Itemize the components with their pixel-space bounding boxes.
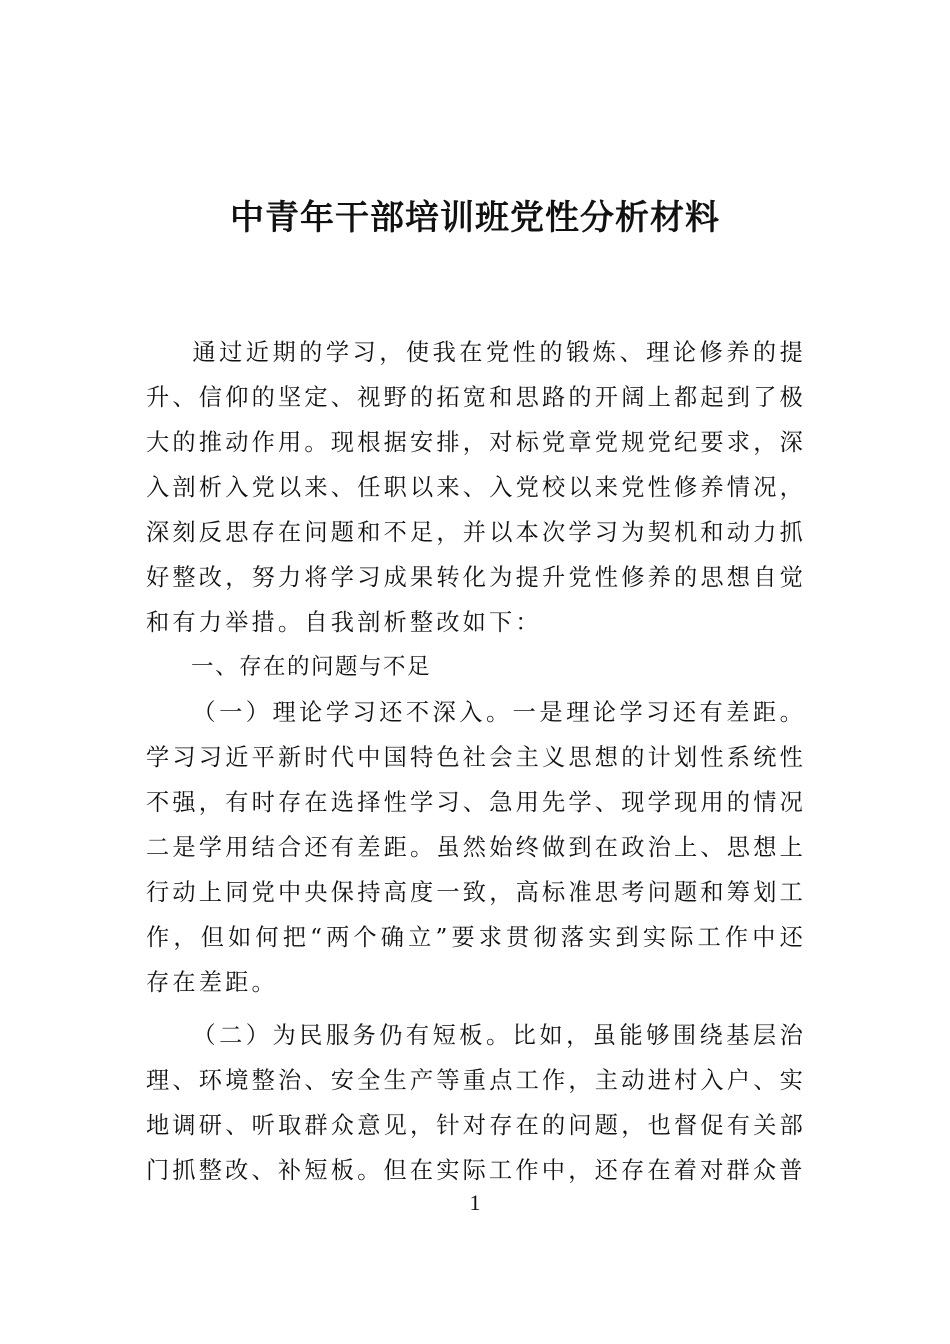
- point-2-paragraph: （二）为民服务仍有短板。比如，虽能够围绕基层治理、环境整治、安全生产等重点工作，主动进村入户、实地调研、听取群众意见，针对存在的问题，也督促有关部门抓整改、补短板。但在实际工作中，还存在着对群众普: [146, 1022, 806, 1184]
- page-number: 1: [469, 1190, 481, 1215]
- intro-paragraph: 通过近期的学习，使我在党性的锻炼、理论修养的提升、信仰的坚定、视野的拓宽和思路的开阔上都起到了极大的推动作用。现根据安排，对标党章党规党纪要求，深入剖析入党以来、任职以来、入党校以来党性修养情况，深刻反思存在问题和不足，并以本次学习为契机和动力抓好整改，努力将学习成果转化为提升党性修养的思想自觉和有力举措。自我剖析整改如下：: [146, 339, 806, 636]
- document-title: 中青年干部培训班党性分析材料: [230, 198, 720, 238]
- point-1-paragraph: （一）理论学习还不深入。一是理论学习还有差距。学习习近平新时代中国特色社会主义思想的计划性系统性不强，有时存在选择性学习、急用先学、现学现用的情况二是学用结合还有差距。虽然始终做到在政治上、思想上行动上同党中央保持高度一致，高标准思考问题和筹划工作，但如何把“两个确立”要求贯彻落实到实际工作中还存在差距。: [146, 699, 806, 996]
- document-body: [146, 330, 806, 1193]
- section-heading-problems: 一、存在的问题与不足: [191, 654, 432, 680]
